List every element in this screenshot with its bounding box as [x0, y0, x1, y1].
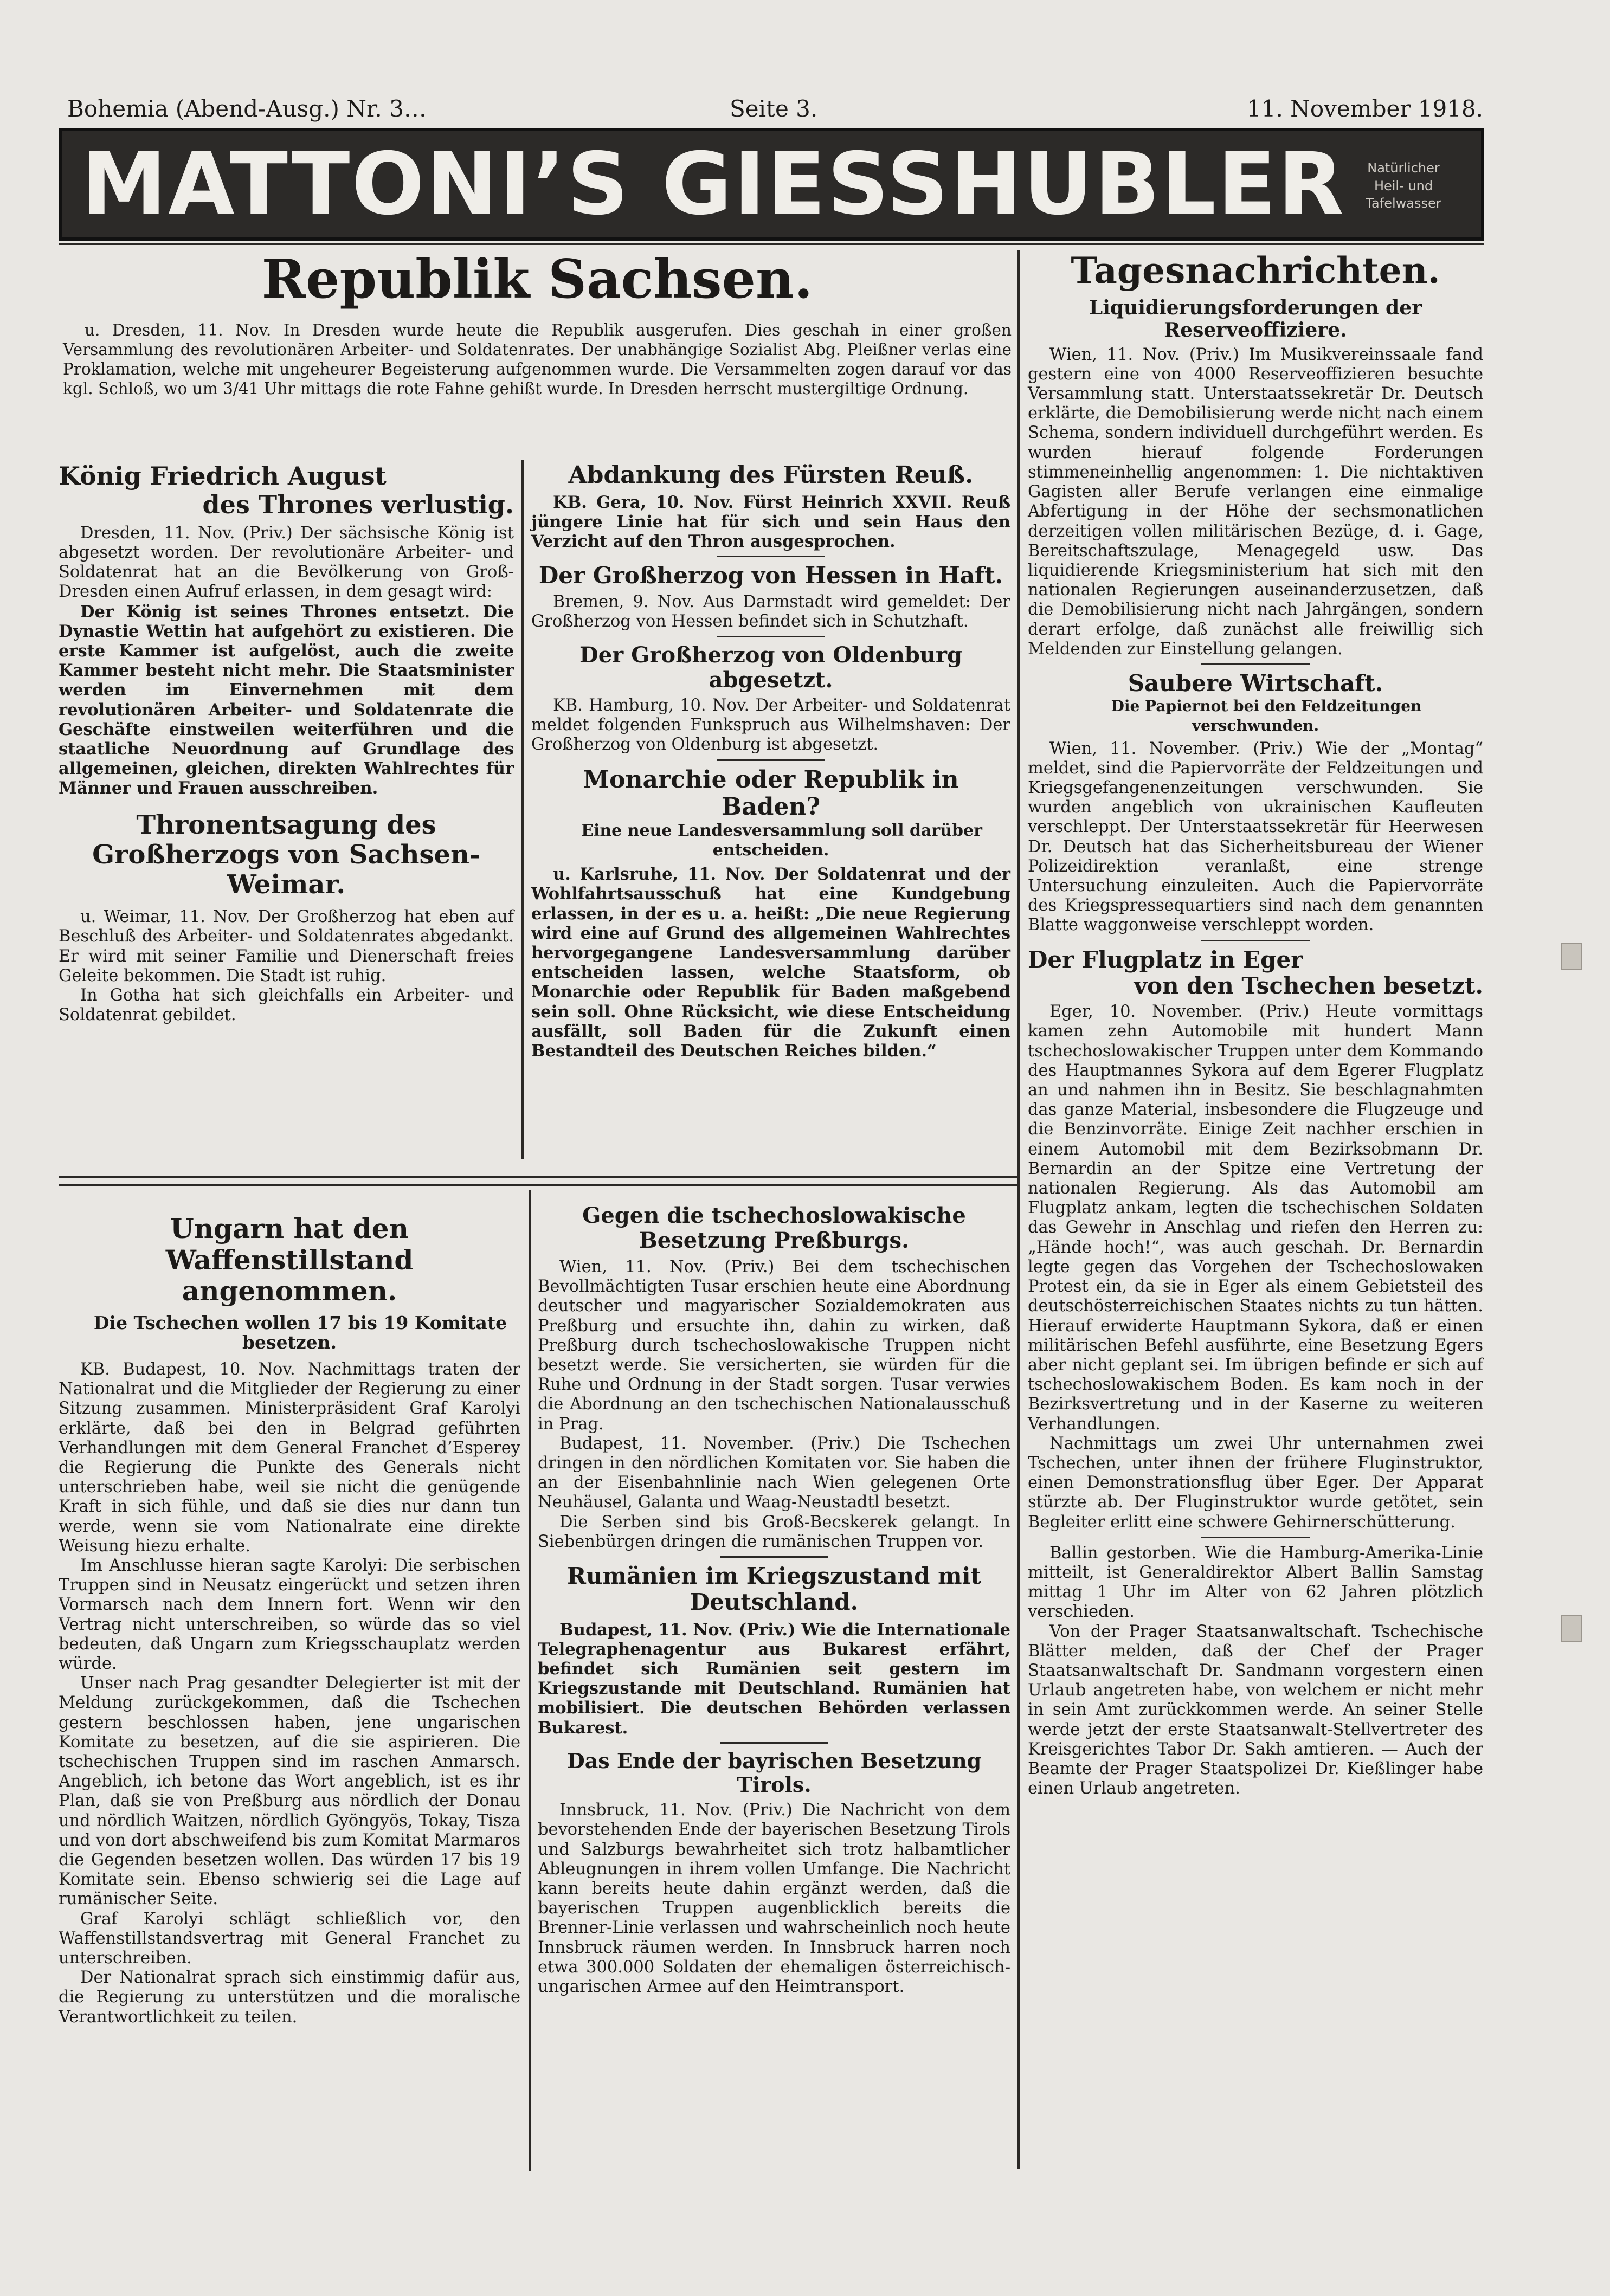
article-text: Innsbruck, 11. Nov. (Priv.) Die Nachricht von dem bevorstehenden Ende der bayerischen Besetzung Tirols und Salzburgs bewahrheitet sich trotz halbamtlicher Ableugnungen in ihrem vollen Umfange. Die Nachricht kann bereits heute dahin ergänzt werden, daß die bayerischen Truppen augenblicklich bereits die Brenner-Linie verlassen und wahrscheinlich noch heute Innsbruck räumen werden. In Innsbruck harren noch etwa 300.000 Soldaten der ehemaligen österreichisch-ungarischen Armee auf den Heimtransport.: [538, 1801, 1010, 1997]
headline-pressburg: Gegen die tschechoslowakische Besetzung Preßburgs.: [582, 1203, 966, 1253]
column-right: [1028, 250, 1483, 2169]
section-rule-double-a: [59, 1176, 1017, 1178]
article-text: In Gotha hat sich gleichfalls ein Arbeiter- und Soldatenrat gebildet.: [59, 986, 514, 1025]
column-rule-top-left: [521, 460, 524, 1159]
column-rule-bottom-left: [529, 1190, 531, 2171]
headline-flugplatz-2: von den Tschechen besetzt.: [1134, 972, 1483, 999]
separator: [717, 556, 825, 557]
headline-wirtschaft: Saubere Wirtschaft.: [1128, 669, 1383, 696]
article-text: u. Karlsruhe, 11. Nov. Der Soldatenrat und der Wohlfahrtsausschuß hat eine Kundgebung erlassen, in der es u. a. heißt: „Die neue Regierung wird eine auf Grund des allgemeinen Wahlrechtes hervorgegangene Landesversammlung darüber entscheiden lassen, welche Staatsform, ob Monarchie oder Republik für Baden maßgebend sein soll. Ohne Rücksicht, wie diese Entscheidung ausfällt, soll Baden für die Zukunft einen Bestandteil des Deutschen Reiches bilden.“: [531, 865, 1010, 1061]
section-rule-double-b: [59, 1184, 1017, 1186]
article-text: Ballin gestorben. Wie die Hamburg-Amerika-Linie mitteilt, ist Generaldirektor Albert Ballin Samstag mittag 1 Uhr im Alter von 62 Jahren plötzlich verschieden.: [1028, 1543, 1483, 1622]
headline-ungarn: Ungarn hat den Waffenstillstand angenommen.: [165, 1213, 414, 1307]
article-text: Im Anschlusse hieran sagte Karolyi: Die serbischen Truppen sind in Neusatz eingerückt und setzen ihren Vormarsch nach dem Innern fort. Wenn wir den Vertrag nicht unterschreiben, so würde das so viel bedeuten, daß Ungarn zum Kriegsschauplatz werden würde.: [59, 1556, 520, 1673]
column-rule-right: [1017, 250, 1020, 2169]
column-middle-bottom: [538, 1198, 1010, 2168]
article-text: Unser nach Prag gesandter Delegierter ist mit der Meldung zurückgekommen, daß die Tschechen gestern beschlossen haben, jene ungarischen Komitate zu besetzen, auf die sie aspirieren. Die tschechischen Truppen sind im raschen Anmarsch. Angeblich, ich betone das Wort angeblich, ist es ihr Plan, daß sie von Preßburg aus nördlich der Donau und nördlich Waitzen, nördlich Gyöngyös, Tokay, Tisza und von dort abschweifend bis zum Komitat Marmaros die Gegenden besetzen wollen. Das würden 17 bis 19 Komitate sein. Ebenso schwierig sei die Lage auf rumänischer Seite.: [59, 1674, 520, 1909]
article-text: Budapest, 11. Nov. (Priv.) Wie die Internationale Telegraphenagentur aus Bukarest erfährt, befindet sich Rumänien seit gestern im Kriegszustande mit Deutschland. Rumänien hat mobilisiert. Die deutschen Behörden verlassen Bukarest.: [538, 1620, 1010, 1738]
headline-flugplatz: Der Flugplatz in Eger: [1028, 946, 1303, 973]
article-text: Dresden, 11. Nov. (Priv.) Der sächsische König ist abgesetzt worden. Der revolutionäre Arbeiter- und Soldatenrat hat an die Bevölkerung von Groß-Dresden einen Aufruf erlassen, in dem gesagt wird:: [59, 523, 514, 602]
separator: [1201, 940, 1310, 941]
header-rule: [59, 243, 1484, 245]
edge-mark: [1561, 943, 1582, 970]
section-title-tagesnachrichten: Tagesnachrichten.: [1071, 249, 1440, 292]
article-text: KB. Budapest, 10. Nov. Nachmittags traten der Nationalrat und die Mitglieder der Regierung zu einer Sitzung zusammen. Ministerpräsident Graf Karolyi erklärte, daß bei den in Belgrad geführten Verhandlungen mit dem General Franchet d’Esperey die Regierung die Punkte des Generals nicht unterschrieben habe, weil sie nicht die genügende Kraft in sich fühle, und daß sie dies nur dann tun werde, wenn sie vom Nationalrate eine direkte Weisung hiezu erhalte.: [59, 1359, 520, 1556]
article-text: Graf Karolyi schlägt schließlich vor, den Waffenstillstandsvertrag mit General Franchet zu unterschreiben.: [59, 1909, 520, 1968]
lead-title: Republik Sachsen.: [261, 248, 813, 311]
headline-koenig-2: des Thrones verlustig.: [202, 489, 514, 519]
ad-brand-text: MATTONI’S GIESSHUBLER: [81, 134, 1345, 234]
article-text: Die Serben sind bis Groß-Becskerek gelangt. In Siebenbürgen dringen die rumänischen Truppen vor.: [538, 1512, 1010, 1551]
column-middle-top: [531, 462, 1010, 1172]
subheadline-papiernot: Die Papiernot bei den Feldzeitungen verschwunden.: [1111, 697, 1422, 735]
article-text: Budapest, 11. November. (Priv.) Die Tschechen dringen in den nördlichen Komitaten vor. Sie haben die an der Eisenbahnlinie nach Wien gelegenen Orte Neuhäusel, Galanta und Waag-Neustadtl besetzt.: [538, 1434, 1010, 1512]
headline-hessen: Der Großherzog von Hessen in Haft.: [538, 562, 1003, 589]
lead-text: u. Dresden, 11. Nov. In Dresden wurde heute die Republik ausgerufen. Dies geschah in einer großen Versammlung des revolutionären Arbeiter- und Soldatenrates. Der unabhängige Sozialist Abg. Pleißner verlas eine Proklamation, welche mit ungeheurer Begeisterung aufgenommen wurde. Die Versammelten zogen darauf vor das kgl. Schloß, wo um 3/41 Uhr mittags die rote Fahne gehißt wurde. In Dresden herrscht mustergiltige Ordnung.: [63, 320, 1012, 398]
headline-reuss: Abdankung des Fürsten Reuß.: [568, 461, 974, 489]
article-text: Nachmittags um zwei Uhr unternahmen zwei Tschechen, unter ihnen der frühere Fluginstruktor, einen Demonstrationsflug über Eger. Der Apparat stürzte ab. Der Fluginstruktor wurde getötet, sein Begleiter erlitt eine schwere Gehirnerschütterung.: [1028, 1434, 1483, 1532]
article-text: Der König ist seines Thrones entsetzt. Die Dynastie Wettin hat aufgehört zu existieren. Die erste Kammer ist aufgelöst, auch die zweite Kammer besteht nicht mehr. Die Staatsminister werden im Einvernehmen mit dem revolutionären Arbeiter- und Soldatenrate die Geschäfte einstweilen weiterführen und die staatliche Neuordnung auf Grundlage des allgemeinen, gleichen, direkten Wahlrechtes für Männer und Frauen ausschreiben.: [59, 602, 514, 798]
headline-koenig: König Friedrich August: [59, 461, 387, 491]
issue-date: 11. November 1918.: [1247, 95, 1483, 122]
article-text: Von der Prager Staatsanwaltschaft. Tschechische Blätter melden, daß der Chef der Prager Staatsanwaltschaft Dr. Sandmann vorgestern einen Urlaub angetreten habe, von welchem er nicht mehr in sein Amt zurückkommen werde. An seiner Stelle werde jetzt der erste Staatsanwalt-Stellvertreter des Kreisgerichtes Tabor Dr. Sakh amtieren. — Auch der Beamte der Prager Staatspolizei Dr. Kießlinger habe einen Urlaub angetreten.: [1028, 1622, 1483, 1798]
column-left-bottom: [59, 1198, 520, 2168]
article-text: Eger, 10. November. (Priv.) Heute vormittags kamen zehn Automobile mit hundert Mann tschechoslowakischer Truppen unter dem Kommando des Hauptmannes Sykora auf dem Egerer Flugplatz an und nahmen ihn in Besitz. Sie beschlagnahmten das ganze Material, insbesondere die Flugzeuge und die Benzinvorräte. Einige Zeit nachher erschien in einem Automobil mit dem Bezirksobmann Dr. Bernardin an der Spitze eine Vertretung der nationalen Regierung. Als das Automobil am Flugplatz ankam, legten die tschechischen Soldaten das Gewehr in Anschlag und riefen den Herren zu: „Hände hoch!“, was auch geschah. Dr. Bernardin legte gegen das Vorgehen der Tschechoslowaken Protest ein, da sie in Eger als einem Gebietsteil des deutschösterreichischen Staates nichts zu tun hätten. Hierauf erwiderte Hauptmann Sykora, daß er einen militärischen Befehl ausführte, eine Besetzung Egers aber nicht geplant sei. Im übrigen befinde er sich auf tschechoslowakischem Boden. Es kam noch in der Bezirksvertretung und in der Kaserne zu weiteren Verhandlungen.: [1028, 1002, 1483, 1434]
edge-mark: [1561, 1615, 1582, 1642]
headline-oldenburg: Der Großherzog von Oldenburg abgesetzt.: [579, 642, 962, 693]
lead-article: [63, 249, 1012, 455]
headline-tirol: Das Ende der bayrischen Besetzung Tirols.: [566, 1748, 982, 1797]
ad-side-box: [1336, 145, 1471, 227]
headline-rumaenien: Rumänien im Kriegszustand mit Deutschland.: [567, 1563, 981, 1616]
ad-side-line: Heil- und: [1374, 178, 1433, 194]
article-text: Bremen, 9. Nov. Aus Darmstadt wird gemeldet: Der Großherzog von Hessen befindet sich in Schutzhaft.: [531, 592, 1010, 631]
separator: [720, 1742, 828, 1744]
headline-weimar: Thronentsagung des Großherzogs von Sachsen-Weimar.: [92, 809, 480, 900]
article-text: KB. Hamburg, 10. Nov. Der Arbeiter- und Soldatenrat meldet folgenden Funkspruch aus Wilhelmshaven: Der Großherzog von Oldenburg ist abgesetzt.: [531, 695, 1010, 754]
separator: [717, 759, 825, 761]
separator: [1201, 663, 1310, 665]
separator: [720, 1556, 828, 1558]
separator: [717, 636, 825, 637]
ad-side-line: Tafelwasser: [1366, 196, 1441, 211]
article-text: Wien, 11. Nov. (Priv.) Bei dem tschechischen Bevollmächtigten Tusar erschien heute eine Abordnung deutscher und magyarischer Sozialdemokraten aus Preßburg und ersuchte ihn, dahin zu wirken, daß Preßburg durch tschechoslowakische Truppen nicht besetzt werde. Sie versicherten, sie würden für die Ruhe und Ordnung in der Stadt sorgen. Tusar verwies die Abordnung an den tschechischen Nationalausschuß in Prag.: [538, 1257, 1010, 1434]
ad-side-line: Natürlicher: [1367, 160, 1440, 176]
article-text: Wien, 11. November. (Priv.) Wie der „Montag“ meldet, sind die Papiervorräte der Feldzeitungen und Kriegsgefangenenzeitungen verschwunden. Sie wurden angeblich von ukrainischen Kaufleuten verschleppt. Der Unterstaatssekretär für Heerwesen Dr. Deutsch hat das Sicherheitsbureau der Wiener Polizeidirektion veranlaßt, eine strenge Untersuchung einzuleiten. Auch die Papiervorräte des Kriegspressequartiers sind nach dem genannten Blatte waggonweise verschleppt worden.: [1028, 739, 1483, 935]
article-text: u. Weimar, 11. Nov. Der Großherzog hat eben auf Beschluß des Arbeiter- und Soldatenrates abgedankt. Er wird mit seiner Familie und Dienerschaft freies Geleite bekommen. Die Stadt ist ruhig.: [59, 907, 514, 985]
mattoni-ad-banner: [59, 128, 1484, 241]
column-left-top: [59, 462, 514, 1172]
headline-reserveoffiziere: Liquidierungsforderungen der Reserveoffiziere.: [1089, 296, 1422, 342]
issue-label: Bohemia (Abend-Ausg.) Nr. 3…: [67, 95, 427, 122]
headline-baden: Monarchie oder Republik in Baden?: [583, 765, 959, 821]
article-text: Der Nationalrat sprach sich einstimmig dafür aus, die Regierung zu unterstützen und die moralische Verantwortlichkeit zu teilen.: [59, 1968, 520, 2027]
subheadline-komitate: Die Tschechen wollen 17 bis 19 Komitate besetzen.: [93, 1312, 507, 1353]
separator: [1201, 1537, 1310, 1538]
subheadline-baden: Eine neue Landesversammlung soll darüber entscheiden.: [581, 821, 982, 860]
article-text: Wien, 11. Nov. (Priv.) Im Musikvereinssaale fand gestern eine von 4000 Reserveoffizieren besuchte Versammlung statt. Unterstaatssekretär Dr. Deutsch erklärte, die Demobilisierung werde nicht nach einem Schema, sondern individuell durchgeführt werden. Es wurden hierauf folgende Forderungen stimmeneinhellig angenommen: 1. Die nichtaktiven Gagisten aller Berufe verlangen eine einmalige Abfertigung in der Höhe der sechsmonatlichen derzeitigen vollen militärischen Bezüge, d. i. Gage, Bereitschaftszulage, Menagegeld usw. Das liquidierende Kriegsministerium hat sich mit den nationalen Regierungen auseinanderzusetzen, daß die Demobilisierung nicht nach Jahrgängen, sondern derart erfolge, daß zunächst alle freiwillig sich Meldenden zur Einstellung gelangen.: [1028, 345, 1483, 659]
page-number: Seite 3.: [730, 95, 818, 122]
article-text: KB. Gera, 10. Nov. Fürst Heinrich XXVII. Reuß jüngere Linie hat für sich und sein Haus den Verzicht auf den Thron ausgesprochen.: [531, 492, 1010, 551]
